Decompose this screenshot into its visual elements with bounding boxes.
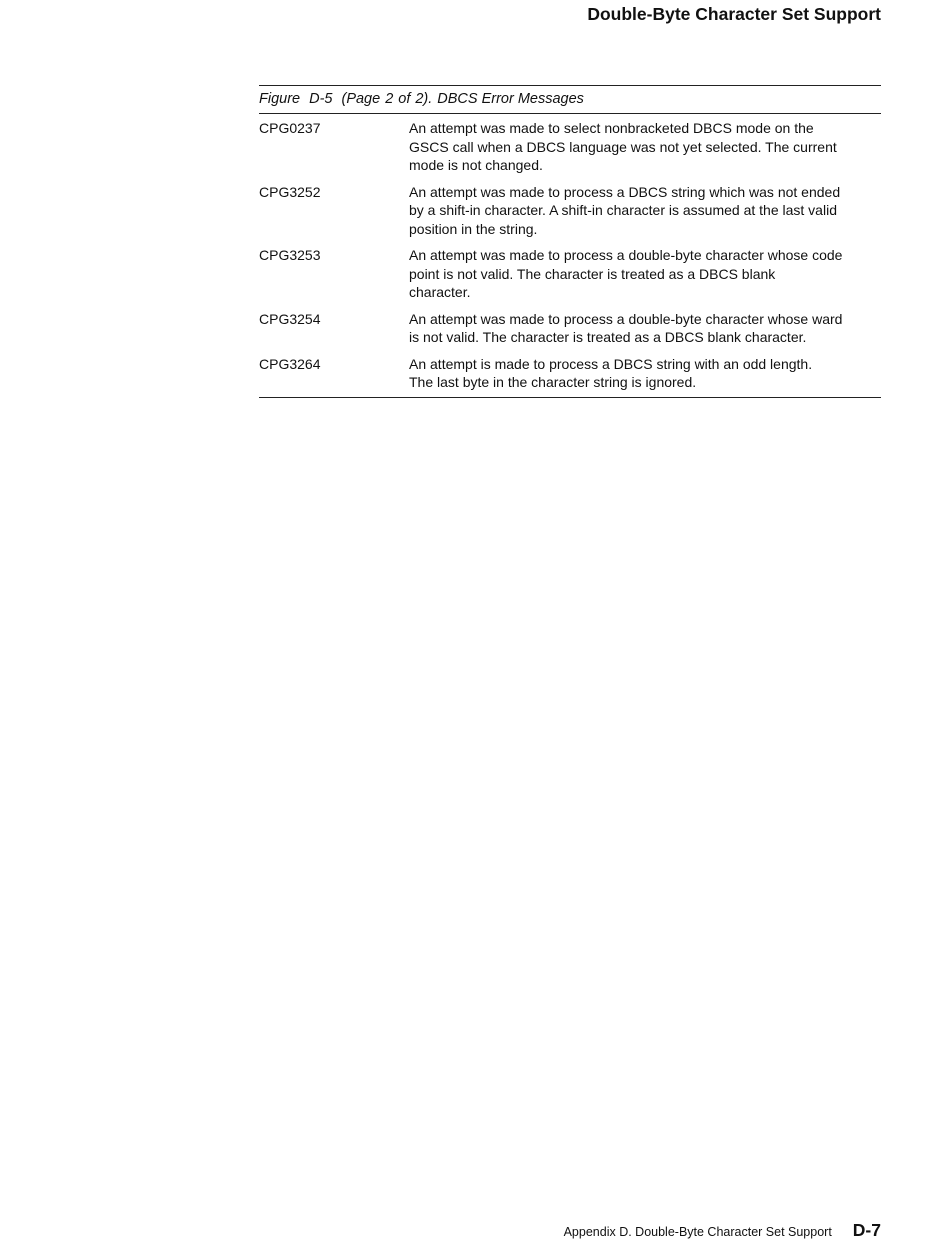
error-messages-figure	[259, 85, 881, 398]
caption-title: DBCS Error Messages	[437, 91, 584, 107]
description-line: GSCS call when a DBCS language was not yet selected. The current	[409, 138, 837, 155]
bottom-rule	[259, 397, 881, 398]
description-line: point is not valid. The character is treated as a DBCS blank	[409, 265, 776, 282]
running-footer	[564, 1220, 881, 1241]
description-line: character.	[409, 284, 471, 300]
message-description	[409, 355, 881, 392]
footer-text: Appendix D. Double-Byte Character Set Support	[563, 1225, 832, 1239]
description-line: An attempt is made to process a DBCS string with an odd length.	[409, 355, 813, 372]
description-line: is not valid. The character is treated as a DBCS blank character.	[409, 329, 807, 345]
caption-label: Figure	[259, 91, 301, 107]
message-code: CPG0237	[259, 120, 321, 136]
message-description	[409, 183, 881, 239]
description-line: mode is not changed.	[409, 157, 543, 173]
description-line: An attempt was made to select nonbracketed DBCS mode on the	[409, 120, 814, 136]
description-line: position in the string.	[409, 220, 538, 237]
description-line: An attempt was made to process a double-byte character whose ward	[409, 310, 843, 327]
page-number: D-7	[852, 1220, 881, 1240]
message-code: CPG3252	[259, 183, 321, 200]
caption-of: of	[398, 91, 411, 107]
message-code: CPG3254	[259, 310, 321, 327]
message-row	[259, 246, 881, 302]
description-line: by a shift-in character. A shift-in character is assumed at the last valid	[409, 202, 837, 218]
message-description	[409, 119, 881, 175]
caption-page: (Page	[341, 91, 381, 107]
message-row	[259, 183, 881, 239]
description-line: The last byte in the character string is ignored.	[409, 374, 697, 390]
message-table	[259, 114, 881, 397]
message-row	[259, 310, 881, 347]
message-code: CPG3264	[259, 355, 321, 372]
caption-total: 2).	[415, 91, 433, 107]
caption-page-num: 2	[385, 91, 394, 107]
message-description	[409, 246, 881, 302]
figure-caption	[259, 86, 881, 113]
description-line: An attempt was made to process a DBCS string which was not ended	[409, 183, 841, 200]
running-header: Double-Byte Character Set Support	[587, 4, 881, 24]
message-code: CPG3253	[259, 247, 321, 263]
message-description	[409, 310, 881, 347]
message-row	[259, 119, 881, 175]
message-row	[259, 355, 881, 392]
caption-number: D-5	[309, 91, 333, 107]
description-line: An attempt was made to process a double-byte character whose code	[409, 247, 843, 263]
